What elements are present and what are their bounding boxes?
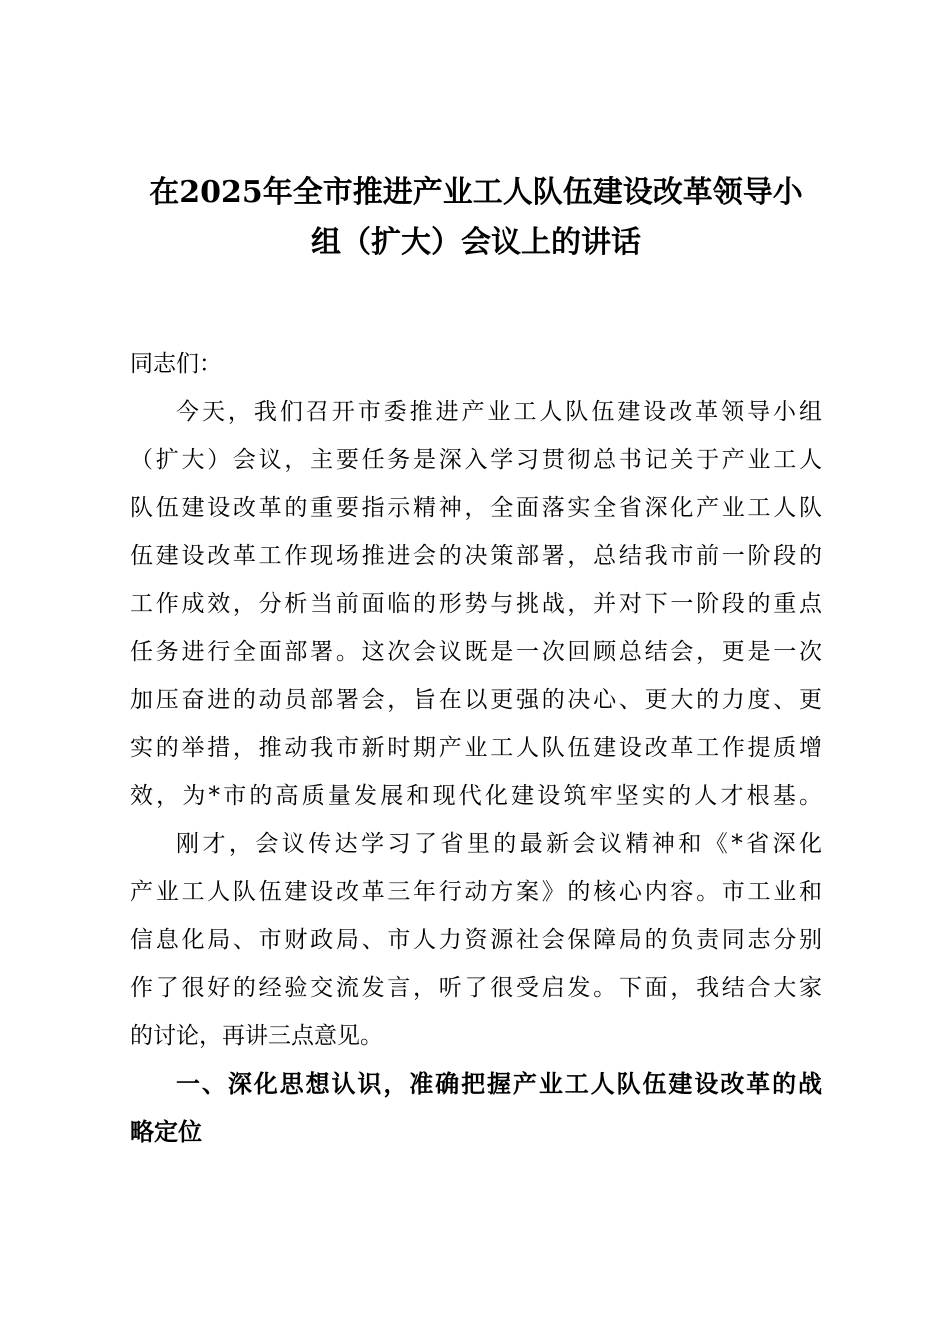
paragraph-line: 信息化局、市财政局、市人力资源社会保障局的负责同志分别	[130, 927, 822, 953]
paragraph-line: 队伍建设改革的重要指示精神，全面落实全省深化产业工人队	[130, 495, 822, 521]
paragraph-line: 刚才，会议传达学习了省里的最新会议精神和《*省深化	[176, 831, 822, 857]
paragraph-line: （扩大）会议，主要任务是深入学习贯彻总书记关于产业工人	[130, 447, 822, 473]
document-title	[130, 168, 822, 268]
paragraph-line: 作了很好的经验交流发言，听了很受启发。下面，我结合大家	[130, 975, 822, 1001]
paragraph-line: 实的举措，推动我市新时期产业工人队伍建设改革工作提质增	[130, 735, 822, 761]
paragraph-line: 伍建设改革工作现场推进会的决策部署，总结我市前一阶段的	[130, 543, 822, 569]
heading-line: 略定位	[130, 1117, 202, 1146]
paragraph-line: 加压奋进的动员部署会，旨在以更强的决心、更大的力度、更	[130, 687, 822, 713]
paragraph-line: 今天，我们召开市委推进产业工人队伍建设改革领导小组	[176, 399, 822, 425]
heading-line: 一、深化思想认识，准确把握产业工人队伍建设改革的战	[176, 1069, 822, 1098]
paragraph-line: 产业工人队伍建设改革三年行动方案》的核心内容。市工业和	[130, 879, 822, 905]
paragraph-line: 任务进行全面部署。这次会议既是一次回顾总结会，更是一次	[130, 639, 822, 665]
paragraph-line: 效，为*市的高质量发展和现代化建设筑牢坚实的人才根基。	[130, 783, 822, 809]
document-body	[130, 340, 822, 1156]
paragraph-1	[130, 388, 822, 820]
paragraph-line: 工作成效，分析当前面临的形势与挑战，并对下一阶段的重点	[130, 591, 822, 617]
salutation: 同志们：	[130, 351, 222, 377]
paragraph-2	[130, 820, 822, 1060]
paragraph-line: 的讨论，再讲三点意见。	[130, 1023, 383, 1049]
section-heading	[130, 1060, 822, 1156]
title-line-2: 组（扩大）会议上的讲话	[311, 225, 641, 260]
title-line-1: 在2025年全市推进产业工人队伍建设改革领导小	[149, 175, 803, 210]
